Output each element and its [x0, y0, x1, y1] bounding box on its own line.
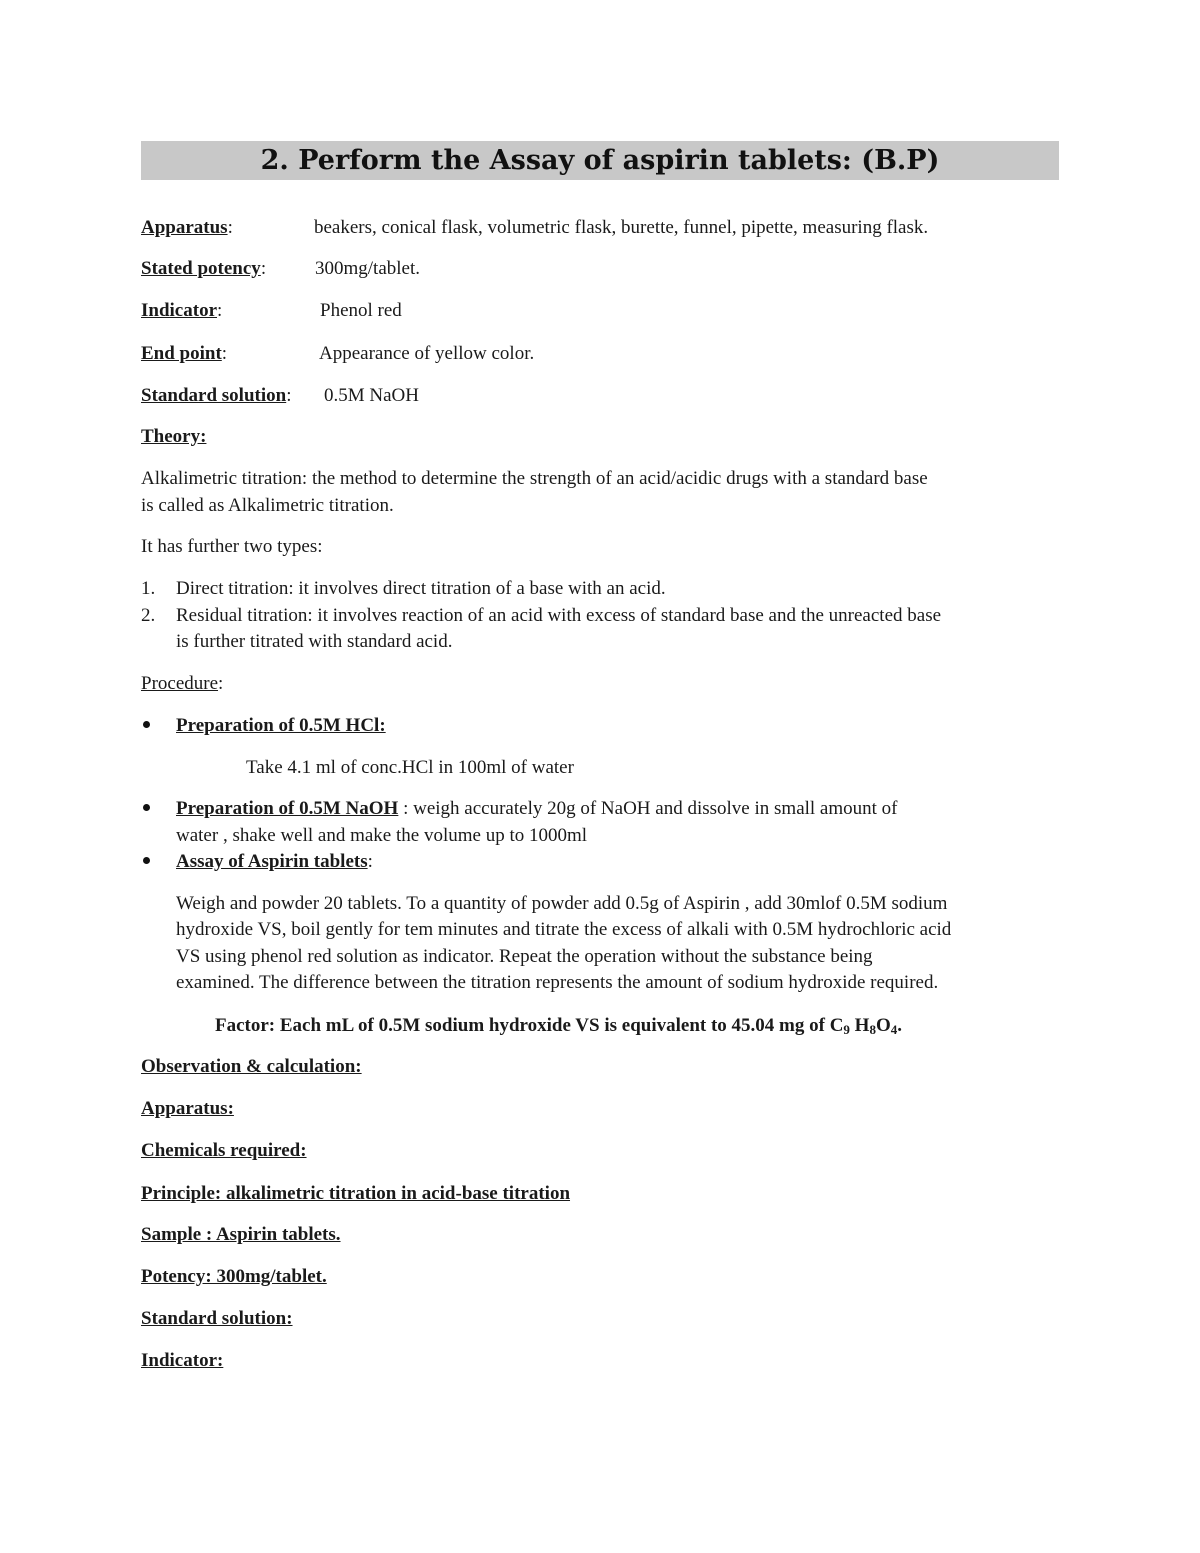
naoh-heading: Preparation of 0.5M NaOH	[176, 798, 399, 819]
list-number: 2.	[141, 605, 156, 626]
field-apparatus: Apparatus:	[141, 217, 233, 238]
field-end-point: End point:	[141, 343, 228, 364]
naoh-text: water , shake well and make the volume up to 1000ml	[176, 825, 588, 846]
factor-line: Factor: Each mL of 0.5M sodium hydroxide VS is equivalent to 45.04 mg of $C_9$ $H_8O_4$.	[215, 1015, 902, 1037]
list-item-continuation: is further titrated with standard acid.	[176, 631, 453, 652]
procedure-heading: Procedure:	[141, 673, 224, 694]
assay-text-line: Weigh and powder 20 tablets. To a quantity of powder add 0.5g of Aspirin , add 30mlof 0.5M sodium	[176, 893, 948, 914]
assay-text-line: hydroxide VS, boil gently for tem minutes and titrate the excess of alkali with 0.5M hydrochloric acid	[176, 919, 952, 940]
observation-item: Potency: 300mg/tablet.	[141, 1266, 327, 1287]
field-value: 300mg/tablet.	[315, 258, 421, 279]
assay-text-line: examined. The difference between the titration represents the amount of sodium hydroxide required.	[176, 972, 939, 993]
field-value: beakers, conical flask, volumetric flask, burette, funnel, pipette, measuring flask.	[314, 217, 929, 238]
observation-item: Indicator:	[141, 1350, 224, 1371]
observation-heading: Observation & calculation:	[141, 1056, 362, 1077]
bullet-icon	[143, 804, 150, 811]
hcl-heading: Preparation of 0.5M HCl:	[176, 715, 386, 736]
page-title: 2. Perform the Assay of aspirin tablets: (B.P)	[260, 145, 940, 176]
hcl-text: Take 4.1 ml of conc.HCl in 100ml of water	[246, 757, 574, 778]
field-value: 0.5M NaOH	[324, 385, 419, 406]
observation-item: Chemicals required:	[141, 1140, 307, 1161]
field-label: Standard solution	[141, 385, 287, 406]
observation-item: Standard solution:	[141, 1308, 293, 1329]
assay-heading: Assay of Aspirin tablets:	[176, 851, 373, 872]
list-number: 1.	[141, 578, 156, 599]
bullet-icon	[143, 721, 150, 728]
theory-text-line: is called as Alkalimetric titration.	[141, 495, 394, 516]
title-banner	[141, 141, 1059, 180]
field-label: End point	[141, 343, 222, 364]
list-item: Residual titration: it involves reaction of an acid with excess of standard base and the unreacted base	[176, 605, 942, 626]
theory-heading: Theory:	[141, 426, 207, 447]
field-value: Appearance of yellow color.	[319, 343, 535, 364]
field-stated-potency: Stated potency:	[141, 258, 267, 279]
types-intro: It has further two types:	[141, 536, 323, 557]
bullet-icon	[143, 857, 150, 864]
list-item: Direct titration: it involves direct titration of a base with an acid.	[176, 578, 666, 599]
observation-item: Sample : Aspirin tablets.	[141, 1224, 341, 1245]
field-label: Stated potency	[141, 258, 261, 279]
assay-text-line: VS using phenol red solution as indicator. Repeat the operation without the substance being	[176, 946, 873, 967]
field-indicator: Indicator:	[141, 300, 223, 321]
theory-text-line: Alkalimetric titration: the method to determine the strength of an acid/acidic drugs with a standard base	[141, 468, 928, 489]
observation-item: Principle: alkalimetric titration in acid-base titration	[141, 1183, 571, 1204]
field-standard-solution: Standard solution:	[141, 385, 292, 406]
field-value: Phenol red	[320, 300, 402, 321]
observation-item: Apparatus:	[141, 1098, 234, 1119]
naoh-line: Preparation of 0.5M NaOH : weigh accurately 20g of NaOH and dissolve in small amount of	[176, 798, 898, 819]
field-label: Indicator	[141, 300, 217, 321]
field-label: Apparatus	[141, 217, 228, 238]
